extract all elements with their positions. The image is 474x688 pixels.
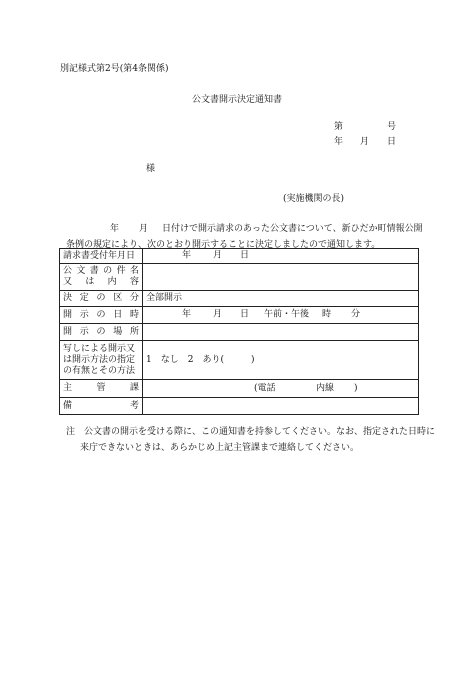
disclosure-datetime-label: 開 示 の 日 時 bbox=[60, 307, 143, 324]
addressee-honorific: 様 bbox=[146, 164, 156, 174]
document-number-suffix: 号 bbox=[387, 122, 397, 132]
disclosure-year: 年 bbox=[182, 309, 192, 320]
intro-month: 月 bbox=[139, 224, 149, 234]
footnote: 注 公文書の開示を受ける際に、この通知書を持参してください。なお、指定された日時に来庁できないときは、あらかじめ上記主管課まで連絡してください。 bbox=[66, 427, 436, 453]
subject-label-line2: 又 は 内 容 bbox=[63, 277, 139, 287]
document-number-prefix: 第 bbox=[334, 122, 344, 132]
intro-year: 年 bbox=[110, 224, 120, 234]
request-year: 年 bbox=[182, 250, 192, 261]
issue-date-month: 月 bbox=[360, 137, 370, 147]
table-row bbox=[60, 291, 419, 307]
disclosure-details-table bbox=[59, 248, 419, 415]
table-row bbox=[60, 341, 419, 380]
subject-label-line1: 公 文 書 の 件 名 bbox=[63, 266, 139, 276]
request-date-label: 請求書受付年月日 bbox=[60, 249, 143, 264]
table-row bbox=[60, 264, 419, 291]
disclosure-month: 月 bbox=[213, 309, 223, 320]
table-row bbox=[60, 307, 419, 324]
disclosure-day: 日 bbox=[240, 309, 250, 320]
request-date-value bbox=[143, 249, 419, 264]
form-number-label: 別記様式第2号(第4条関係) bbox=[60, 64, 169, 74]
table-row bbox=[60, 324, 419, 341]
decision-type-value: 全部開示 bbox=[143, 291, 419, 307]
disclosure-method-value: 1 なし 2 あり( ) bbox=[143, 341, 419, 380]
subject-label bbox=[60, 264, 143, 291]
issue-date-year: 年 bbox=[334, 137, 344, 147]
disclosure-place-label: 開 示 の 場 所 bbox=[60, 324, 143, 341]
remarks-label: 備 考 bbox=[60, 398, 143, 415]
subject-value bbox=[143, 264, 419, 291]
table-row bbox=[60, 380, 419, 398]
disclosure-ampm: 午前・午後 bbox=[264, 309, 310, 320]
request-day: 日 bbox=[240, 250, 250, 261]
department-label: 主 管 課 bbox=[60, 380, 143, 398]
request-month: 月 bbox=[213, 250, 223, 261]
disclosure-minute: 分 bbox=[351, 309, 361, 320]
disclosure-hour: 時 bbox=[322, 309, 332, 320]
document-title: 公文書開示決定通知書 bbox=[191, 95, 282, 105]
disclosure-method-label: 写しによる開示又 は開示方法の指定 の有無とその方法 bbox=[60, 341, 143, 380]
extension-label: 内線 bbox=[316, 383, 335, 393]
phone-label: (電話 bbox=[254, 383, 276, 393]
remarks-value bbox=[143, 398, 419, 415]
phone-close: ) bbox=[354, 383, 358, 393]
decision-type-label: 決 定 の 区 分 bbox=[60, 291, 143, 307]
disclosure-datetime-value bbox=[143, 307, 419, 324]
issue-date-day: 日 bbox=[387, 137, 397, 147]
table-row bbox=[60, 249, 419, 264]
issuing-agency: (実施機関の長) bbox=[283, 194, 345, 204]
department-value bbox=[143, 380, 419, 398]
table-row bbox=[60, 398, 419, 415]
intro-text: 日付けで開示請求のあった公文書について、新ひだか町情報公開条例の規定により、次のとおり開示することに決定しましたので通知します。 bbox=[66, 224, 423, 250]
disclosure-place-value bbox=[143, 324, 419, 341]
